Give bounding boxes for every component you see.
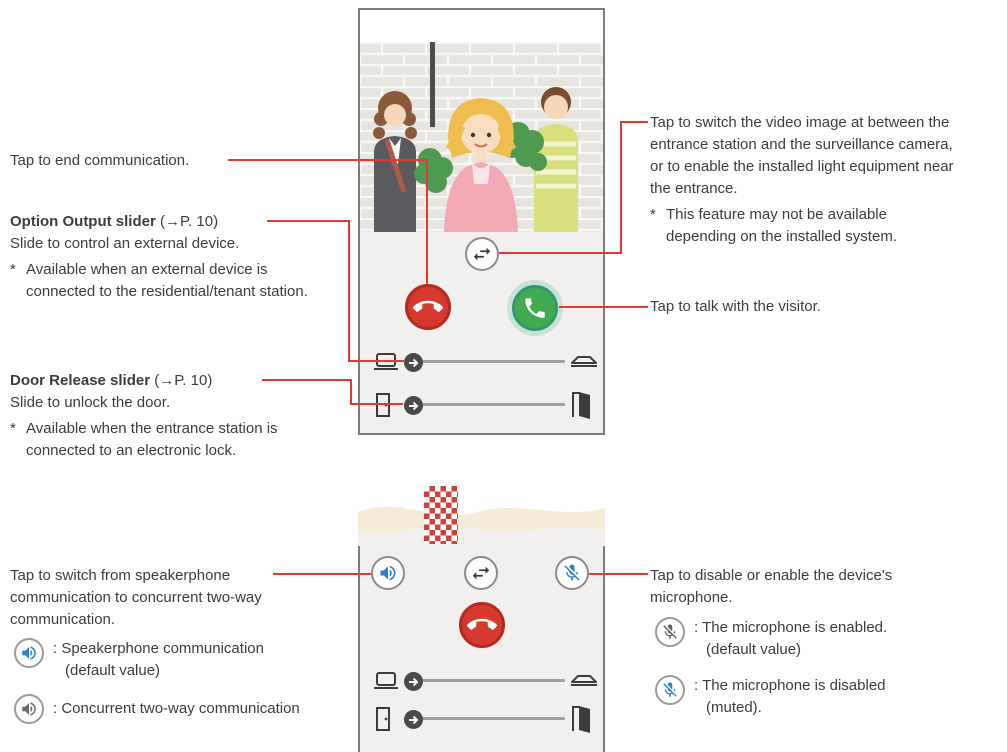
mic-muted-icon — [562, 563, 582, 583]
visitor-left — [373, 91, 417, 232]
legend-circle — [14, 694, 44, 724]
two-way-communication-icon — [20, 700, 38, 718]
option-output-annotation — [10, 211, 340, 303]
legend-text — [53, 698, 300, 720]
door-release-slider-handle[interactable] — [404, 396, 423, 415]
callout-line-door-release — [350, 403, 403, 405]
legend-circle — [655, 675, 685, 705]
callout-line-switch-camera — [499, 252, 622, 254]
callout-line-speakerphone — [273, 573, 371, 575]
microphone-annotation — [650, 565, 960, 609]
legend-text — [53, 638, 264, 682]
door-open-icon — [570, 391, 592, 419]
door-release-title-line — [10, 370, 340, 392]
door-closed-icon — [375, 706, 391, 732]
door-release-title: Door Release slider — [10, 372, 151, 389]
end-call-icon — [413, 292, 443, 322]
arrow-right-icon — [408, 677, 420, 687]
option-output-note-text: Available when an external device is connected to the residential/tenant station. — [26, 261, 308, 300]
legend-text — [694, 675, 886, 719]
switch-camera-annotation — [650, 112, 990, 248]
option-output-note — [10, 259, 340, 303]
door-release-slider-track[interactable] — [413, 403, 565, 406]
callout-line-switch-camera — [621, 121, 648, 123]
note-marker: * — [10, 261, 16, 278]
note-marker: * — [10, 420, 16, 437]
arrow-right-icon — [408, 715, 420, 725]
arrow-right-icon — [408, 358, 420, 368]
option-output-title: Option Output slider — [10, 213, 156, 230]
door-release-note-text: Available when the entrance station is connected to an electronic lock. — [26, 420, 278, 459]
speakerphone-annotation-text: Tap to switch from speakerphone communication to concurrent two-way communication. — [10, 567, 262, 628]
end-call-icon — [467, 610, 497, 640]
legend-sub: (default value) — [65, 662, 161, 679]
callout-line-end-call — [228, 159, 427, 161]
option-output-slider-track-2[interactable] — [413, 679, 565, 682]
app-screen-talking — [358, 545, 605, 752]
callout-line-door-release — [262, 379, 352, 381]
arrow-right-icon — [408, 401, 420, 411]
callout-line-door-release — [350, 379, 352, 405]
end-call-annotation-text: Tap to end communication. — [10, 152, 190, 169]
torn-page-wave — [358, 484, 605, 546]
microphone-annotation-text: Tap to disable or enable the device's microphone. — [650, 567, 893, 606]
switch-camera-note-text: This feature may not be available depending on the installed system. — [666, 206, 897, 245]
pixelated-image-fragment — [424, 486, 458, 544]
end-call-button-2[interactable] — [459, 602, 505, 648]
callout-line-option-output — [267, 220, 350, 222]
callout-line-switch-camera — [620, 121, 622, 254]
legend-circle — [14, 638, 44, 668]
door-open-icon — [570, 705, 592, 733]
speakerphone-annotation — [10, 565, 300, 631]
swap-icon — [470, 562, 492, 584]
external-device-icon — [373, 352, 399, 372]
pole — [430, 42, 435, 127]
end-call-button[interactable] — [405, 284, 451, 330]
talk-icon — [522, 295, 548, 321]
option-output-slider-handle[interactable] — [404, 353, 423, 372]
legend-label: : The microphone is enabled. — [694, 619, 888, 636]
option-output-slider-handle-2[interactable] — [404, 672, 423, 691]
talk-annotation-text: Tap to talk with the visitor. — [650, 298, 821, 315]
swap-icon — [471, 243, 493, 265]
legend-mic-muted — [655, 675, 886, 719]
note-marker: * — [650, 206, 656, 223]
mic-muted-icon — [661, 681, 679, 699]
speakerphone-icon — [378, 563, 398, 583]
switch-camera-button[interactable] — [465, 237, 499, 271]
end-call-annotation — [10, 150, 250, 172]
external-device-active-icon — [570, 673, 598, 686]
callout-line-microphone — [589, 573, 648, 575]
option-output-desc: Slide to control an external device. — [10, 235, 240, 252]
switch-camera-annotation-text: Tap to switch the video image at between the entrance station and the surveillance camera, or to enable the installed light equipment near the entrance. — [650, 114, 954, 197]
callout-line-end-call — [426, 159, 428, 284]
app-screen-call — [358, 8, 605, 435]
legend-label: : Speakerphone communication — [53, 640, 264, 657]
app-screen-header — [360, 10, 603, 42]
microphone-mute-button[interactable] — [555, 556, 589, 590]
door-release-page-ref: (→P. 10) — [150, 372, 213, 389]
mic-enabled-icon — [661, 623, 679, 641]
callout-line-talk — [559, 306, 648, 308]
legend-label: : The microphone is disabled — [694, 677, 886, 694]
door-release-annotation — [10, 370, 340, 462]
legend-mic-enabled — [655, 617, 887, 661]
speakerphone-icon — [20, 644, 38, 662]
legend-two-way — [14, 694, 300, 724]
door-release-note — [10, 418, 340, 462]
switch-camera-note — [650, 204, 990, 248]
speakerphone-button[interactable] — [371, 556, 405, 590]
talk-annotation — [650, 296, 900, 318]
door-release-slider-track-2[interactable] — [413, 717, 565, 720]
legend-circle — [655, 617, 685, 647]
option-output-page-ref: (→P. 10) — [155, 213, 219, 230]
option-output-slider-track[interactable] — [413, 360, 565, 363]
external-device-icon — [373, 671, 399, 691]
option-output-title-line — [10, 211, 340, 233]
callout-line-option-output — [348, 220, 350, 362]
talk-button[interactable] — [512, 285, 558, 331]
legend-sub: (default value) — [706, 641, 802, 658]
door-closed-icon — [375, 392, 391, 418]
visitor-video-illustration — [360, 42, 603, 232]
door-release-slider-handle-2[interactable] — [404, 710, 423, 729]
legend-speakerphone — [14, 638, 264, 682]
callout-line-option-output — [348, 360, 404, 362]
legend-sub: (muted). — [706, 699, 762, 716]
legend-text — [694, 617, 887, 661]
door-release-desc: Slide to unlock the door. — [10, 394, 171, 411]
legend-label: : Concurrent two-way communication — [53, 700, 300, 717]
switch-camera-button-2[interactable] — [464, 556, 498, 590]
external-device-active-icon — [570, 354, 598, 367]
